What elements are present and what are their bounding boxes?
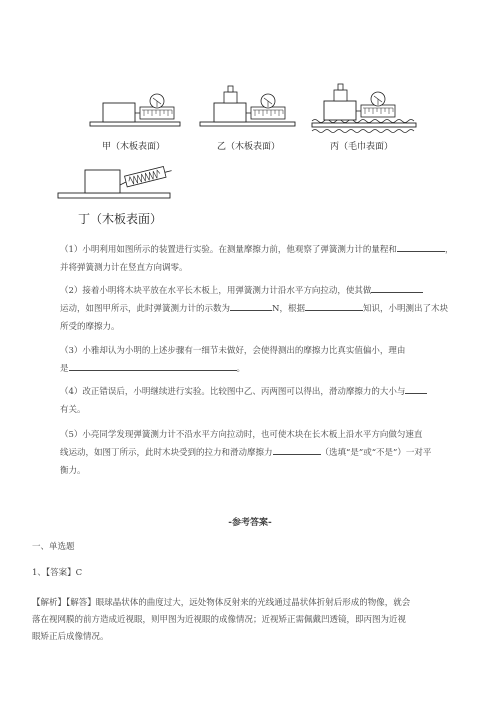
figure-ding	[58, 165, 173, 198]
analysis-line-3: 眼矫正后成像情况。	[32, 632, 109, 642]
question-2-part2: 运动，如图甲所示，此时弹簧测力计的示数为	[60, 304, 231, 314]
figure-bing	[312, 84, 416, 133]
question-5-part1: （5）小亮同学发现弹簧测力计不沿水平方向拉动时，也可使木块在长木板上沿水平方向做匀速直	[60, 430, 423, 440]
answer-analysis	[32, 595, 472, 646]
analysis-line-2: 落在视网膜的前方造成近视眼，则甲图为近视眼的成像情况；近视矫正需佩戴凹透镜，即丙图为近视	[32, 615, 407, 625]
figure-jia	[90, 94, 180, 126]
question-2-part3: N，根据	[272, 304, 305, 314]
answers-title: -参考答案-	[228, 518, 272, 528]
answer-item-1: 1、【答案】C	[32, 568, 83, 578]
analysis-line-1: 【解析】【解答】眼球晶状体的曲度过大，远处物体反射来的光线通过晶状体折射后形成的物像，就会	[32, 598, 411, 608]
answer-blank[interactable]	[405, 383, 427, 394]
question-1-line2: 并将弹簧测力计在竖直方向调零。	[60, 263, 188, 273]
answer-blank[interactable]	[371, 282, 423, 293]
question-1-tail: ，	[444, 245, 454, 255]
question-4-part1: （4）改正错误后，小明继续进行实验。比较图中乙、丙两图可以得出，滑动摩擦力的大小与	[60, 387, 406, 397]
question-5-part2: 线运动，如图丁所示，此时木块受到的拉力和滑动摩擦力	[60, 448, 273, 458]
question-5	[60, 426, 470, 480]
question-1	[60, 241, 470, 277]
question-1-text: （1）小明利用如图所示的装置进行实验。在测量摩擦力前，他观察了弹簧测力计的量程和	[60, 245, 397, 255]
question-2-line3: 所受的摩擦力。	[60, 322, 120, 332]
question-2	[60, 282, 470, 336]
question-3	[60, 342, 470, 378]
answer-blank[interactable]	[397, 241, 445, 252]
question-5-line3: 衡力。	[60, 466, 86, 476]
answer-blank[interactable]	[273, 444, 321, 455]
figure-label-jia: 甲（木板表面）	[102, 142, 166, 152]
figure-yi	[200, 86, 295, 126]
answer-blank[interactable]	[230, 300, 272, 311]
question-2-part4: 知识，小明测出了木块	[362, 304, 448, 314]
question-3-part1: （3）小雅却认为小明的上述步骤有一细节未做好，会使得测出的摩擦力比真实值偏小，理由	[60, 346, 406, 356]
figure-label-bing: 丙（毛巾表面）	[330, 142, 394, 152]
question-3-part2: 是	[60, 364, 69, 374]
question-3-tail: 。	[236, 364, 246, 374]
question-4	[60, 383, 470, 419]
figure-label-ding: 丁（木板表面）	[78, 212, 163, 226]
figure-label-yi: 乙（木板表面）	[217, 142, 281, 152]
question-2-part1: （2）接着小明将木块平放在水平长木板上，用弹簧测力计沿水平方向拉动，使其做	[60, 286, 372, 296]
question-4-line2: 有关。	[60, 405, 86, 415]
answer-blank[interactable]	[305, 300, 363, 311]
experiment-figures	[0, 0, 500, 215]
question-5-part3: （选填“是”或“不是”）一对平	[320, 448, 432, 458]
answers-section-heading: 一、单选题	[32, 542, 75, 552]
answer-blank[interactable]	[69, 360, 237, 371]
